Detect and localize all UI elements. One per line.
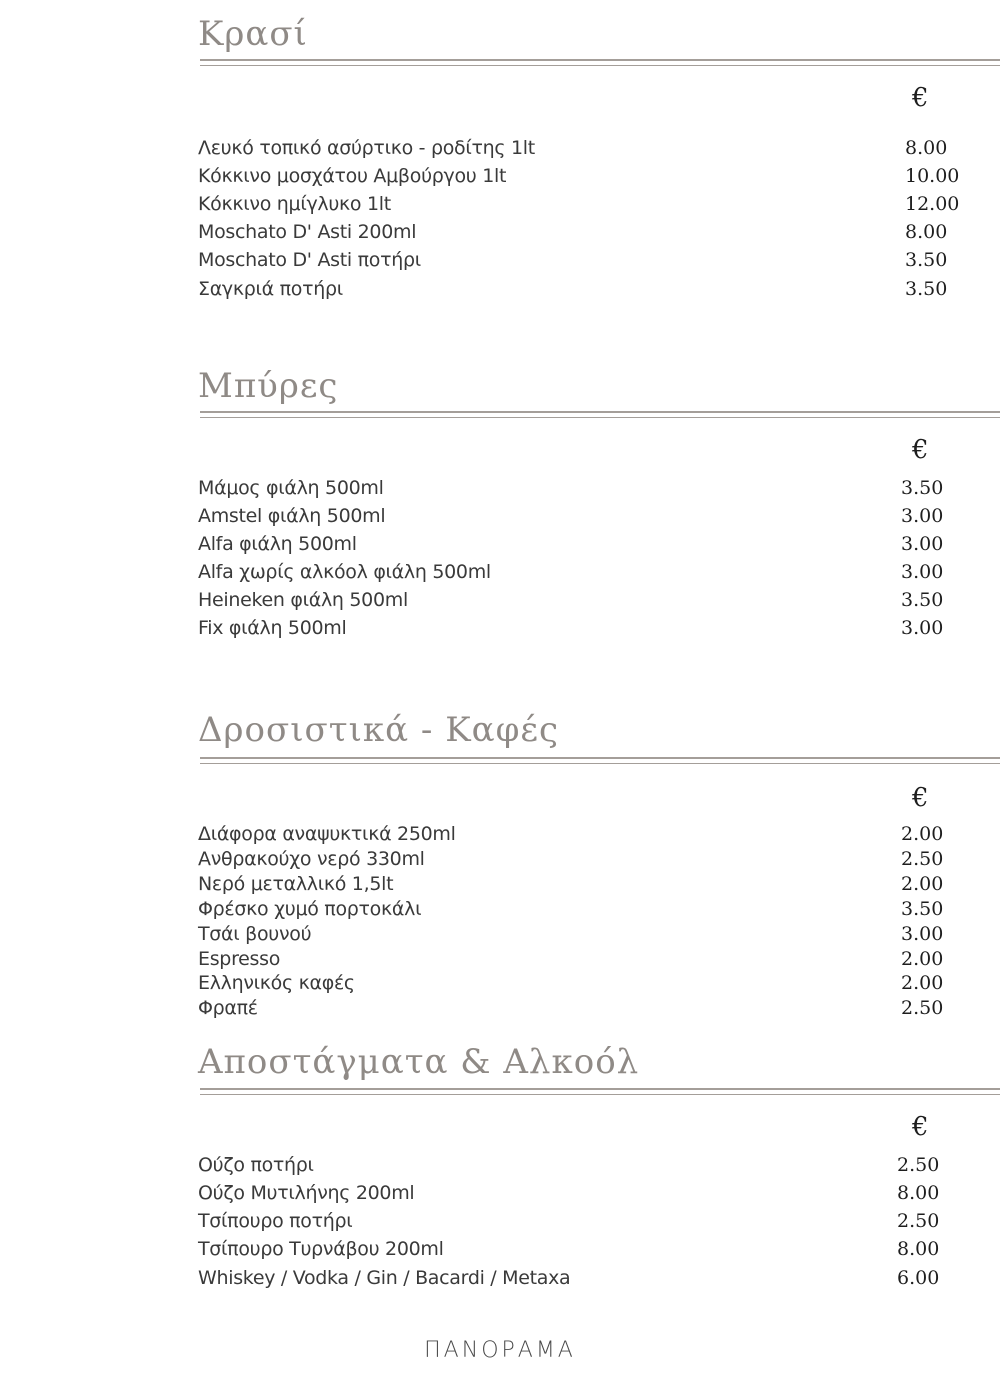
currency-symbol: € — [912, 783, 929, 813]
menu-item — [198, 1265, 958, 1291]
menu-item — [198, 475, 958, 501]
menu-item — [198, 615, 958, 641]
menu-item — [198, 135, 958, 161]
item-price: 3.50 — [905, 278, 948, 300]
section-title: Δροσιστικά - Καφές — [198, 710, 560, 750]
item-price: 3.00 — [901, 923, 944, 945]
item-price: 2.00 — [901, 972, 944, 994]
item-price: 6.00 — [897, 1267, 940, 1289]
section-title: Αποστάγματα & Αλκοόλ — [198, 1042, 640, 1082]
menu-item — [198, 821, 958, 847]
item-price: 8.00 — [905, 137, 948, 159]
item-price: 2.50 — [897, 1154, 940, 1176]
item-price: 2.50 — [901, 997, 944, 1019]
menu-item — [198, 871, 958, 897]
item-name: Κόκκινο μοσχάτου Αμβούργου 1lt — [198, 165, 507, 187]
item-price: 3.50 — [901, 589, 944, 611]
item-name: Espresso — [198, 948, 281, 970]
menu-item — [198, 1180, 958, 1206]
item-name: Σαγκριά ποτήρι — [198, 278, 343, 300]
menu-item — [198, 503, 958, 529]
item-price: 3.00 — [901, 533, 944, 555]
item-name: Τσάι βουνού — [198, 923, 312, 945]
item-price: 8.00 — [897, 1238, 940, 1260]
menu-item — [198, 946, 958, 972]
item-name: Ούζο Μυτιλήνης 200ml — [198, 1182, 415, 1204]
item-price: 10.00 — [905, 165, 960, 187]
item-price: 8.00 — [897, 1182, 940, 1204]
menu-item — [198, 163, 958, 189]
item-name: Heineken φιάλη 500ml — [198, 589, 408, 611]
menu-item — [198, 995, 958, 1021]
item-price: 3.00 — [901, 561, 944, 583]
menu-item — [198, 1152, 958, 1178]
item-name: Ανθρακούχο νερό 330ml — [198, 848, 425, 870]
section-title: Κρασί — [198, 14, 308, 54]
item-name: Fix φιάλη 500ml — [198, 617, 347, 639]
item-name: Whiskey / Vodka / Gin / Bacardi / Metaxa — [198, 1267, 571, 1289]
item-name: Λευκό τοπικό ασύρτικο - ροδίτης 1lt — [198, 137, 535, 159]
item-name: Ούζο ποτήρι — [198, 1154, 314, 1176]
item-name: Νερό μεταλλικό 1,5lt — [198, 873, 394, 895]
menu-item — [198, 219, 958, 245]
item-name: Moschato D' Asti 200ml — [198, 221, 417, 243]
item-price: 3.00 — [901, 617, 944, 639]
menu-item — [198, 1236, 958, 1262]
menu-item — [198, 191, 958, 217]
divider — [200, 417, 1000, 418]
currency-symbol: € — [912, 83, 929, 113]
item-name: Φρέσκο χυμό πορτοκάλι — [198, 898, 422, 920]
menu-item — [198, 846, 958, 872]
menu-item — [198, 896, 958, 922]
item-name: Μάμος φιάλη 500ml — [198, 477, 384, 499]
section-title: Μπύρες — [198, 366, 339, 406]
item-name: Alfa φιάλη 500ml — [198, 533, 357, 555]
item-price: 12.00 — [905, 193, 960, 215]
item-name: Τσίπουρο ποτήρι — [198, 1210, 353, 1232]
menu-item — [198, 970, 958, 996]
item-price: 2.00 — [901, 823, 944, 845]
item-price: 2.50 — [901, 848, 944, 870]
footer-logo: ΠΑΝΟΡΑΜΑ — [424, 1338, 576, 1363]
currency-symbol: € — [912, 1112, 929, 1142]
divider — [200, 59, 1000, 61]
item-name: Τσίπουρο Τυρνάβου 200ml — [198, 1238, 444, 1260]
item-name: Moschato D' Asti ποτήρι — [198, 249, 421, 271]
item-price: 3.50 — [901, 898, 944, 920]
divider — [200, 757, 1000, 759]
menu-item — [198, 247, 958, 273]
menu-item — [198, 531, 958, 557]
item-price: 2.50 — [897, 1210, 940, 1232]
divider — [200, 1094, 1000, 1095]
divider — [200, 1088, 1000, 1090]
item-name: Ελληνικός καφές — [198, 972, 355, 994]
currency-symbol: € — [912, 435, 929, 465]
item-price: 3.50 — [905, 249, 948, 271]
item-name: Φραπέ — [198, 997, 258, 1019]
item-price: 2.00 — [901, 948, 944, 970]
item-name: Amstel φιάλη 500ml — [198, 505, 386, 527]
item-name: Διάφορα αναψυκτικά 250ml — [198, 823, 456, 845]
item-price: 3.50 — [901, 477, 944, 499]
menu-item — [198, 1208, 958, 1234]
item-price: 8.00 — [905, 221, 948, 243]
item-price: 2.00 — [901, 873, 944, 895]
menu-item — [198, 587, 958, 613]
menu-item — [198, 921, 958, 947]
item-name: Alfa χωρίς αλκόολ φιάλη 500ml — [198, 561, 491, 583]
divider — [200, 411, 1000, 413]
menu-item — [198, 559, 958, 585]
menu-item — [198, 276, 958, 302]
item-name: Κόκκινο ημίγλυκο 1lt — [198, 193, 391, 215]
divider — [200, 65, 1000, 66]
divider — [200, 763, 1000, 764]
item-price: 3.00 — [901, 505, 944, 527]
